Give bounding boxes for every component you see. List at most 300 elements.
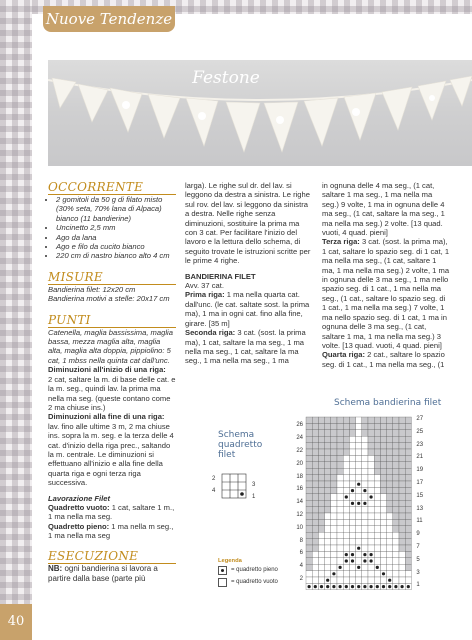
grid-cell	[362, 494, 368, 500]
grid-cell	[399, 551, 405, 557]
grid-cell	[380, 545, 386, 551]
grid-cell	[362, 436, 368, 442]
grid-cell	[393, 513, 399, 519]
grid-cell	[393, 539, 399, 545]
grid-cell	[306, 481, 312, 487]
grid-cell	[349, 449, 355, 455]
grid-cell	[399, 519, 405, 525]
grid-cell	[349, 423, 355, 429]
grid-cell	[343, 545, 349, 551]
row-text: 1 ma nella quarta cat. dall'unc. (le cat. saltate sost. la prima ma), 1 ma in ogni cat. fino alla fine, girare. [35 m]	[185, 290, 310, 328]
grid-cell	[356, 436, 362, 442]
grid-cell	[387, 436, 393, 442]
grid-cell	[349, 519, 355, 525]
filled-square-dot	[351, 553, 354, 556]
grid-cell	[325, 539, 331, 545]
grid-cell	[318, 475, 324, 481]
grid-cell	[387, 455, 393, 461]
grid-cell	[380, 551, 386, 557]
grid-cell	[331, 513, 337, 519]
grid-cell	[343, 526, 349, 532]
grid-cell	[325, 551, 331, 557]
small-schema-title-line: filet	[218, 450, 236, 460]
grid-cell	[399, 513, 405, 519]
row-number-label: 15	[416, 492, 424, 499]
grid-cell	[318, 468, 324, 474]
grid-cell	[349, 455, 355, 461]
grid-cell	[405, 545, 411, 551]
grid-cell	[343, 532, 349, 538]
legend-row	[218, 564, 278, 576]
filled-square-dot	[370, 495, 373, 498]
grid-cell	[393, 443, 399, 449]
grid-cell	[356, 487, 362, 493]
grid-cell	[393, 494, 399, 500]
grid-cell	[325, 564, 331, 570]
pieno-label: Quadretto pieno:	[48, 521, 110, 531]
grid-cell	[306, 519, 312, 525]
grid-cell	[387, 430, 393, 436]
grid-cell	[312, 417, 318, 423]
grid-cell	[318, 507, 324, 513]
filled-square-dot	[363, 502, 366, 505]
grid-cell	[393, 455, 399, 461]
filled-square-dot	[345, 553, 348, 556]
grid-cell	[337, 558, 343, 564]
grid-cell	[368, 430, 374, 436]
grid-cell	[393, 545, 399, 551]
grid-cell	[380, 494, 386, 500]
grid-cell	[331, 545, 337, 551]
grid-cell	[387, 571, 393, 577]
grid-cell	[380, 455, 386, 461]
grid-cell	[387, 564, 393, 570]
grid-cell	[380, 558, 386, 564]
grid-cell	[368, 487, 374, 493]
grid-cell	[312, 532, 318, 538]
grid-cell	[331, 487, 337, 493]
row-number-label: 7	[416, 544, 420, 550]
grid-cell	[374, 417, 380, 423]
grid-cell	[387, 481, 393, 487]
grid-cell	[387, 449, 393, 455]
grid-cell	[387, 417, 393, 423]
grid-cell	[393, 481, 399, 487]
grid-cell	[374, 558, 380, 564]
grid-cell	[374, 532, 380, 538]
grid-cell	[405, 475, 411, 481]
list-item: • Ago e filo da cucito bianco	[56, 242, 176, 251]
grid-cell	[368, 577, 374, 583]
grid-cell	[312, 507, 318, 513]
grid-cell	[380, 468, 386, 474]
grid-cell	[405, 487, 411, 493]
section-title-misure: MISURE	[48, 270, 176, 285]
list-item: • 220 cm di nastro bianco alto 4 cm	[56, 251, 176, 260]
legend-pieno: = quadretto pieno	[231, 567, 278, 573]
grid-cell	[331, 494, 337, 500]
grid-cell	[337, 519, 343, 525]
grid-cell	[393, 532, 399, 538]
grid-cell	[356, 513, 362, 519]
grid-cell	[380, 462, 386, 468]
grid-cell	[312, 526, 318, 532]
grid-cell	[349, 494, 355, 500]
grid-cell	[399, 417, 405, 423]
grid-cell	[331, 449, 337, 455]
grid-cell	[399, 423, 405, 429]
filled-square-dot	[394, 585, 397, 588]
grid-cell	[405, 500, 411, 506]
grid-cell	[399, 487, 405, 493]
grid-cell	[380, 481, 386, 487]
section-title-esecuzione: ESECUZIONE	[48, 549, 176, 564]
grid-cell	[337, 500, 343, 506]
grid-cell	[331, 417, 337, 423]
row-number-label: 20	[296, 460, 303, 467]
filled-square-dot	[370, 559, 373, 562]
grid-cell	[374, 519, 380, 525]
grid-cell	[356, 571, 362, 577]
grid-cell	[325, 455, 331, 461]
grid-cell	[331, 455, 337, 461]
grid-cell	[337, 532, 343, 538]
grid-cell	[306, 500, 312, 506]
grid-cell	[380, 443, 386, 449]
grid-cell	[325, 417, 331, 423]
grid-cell	[325, 494, 331, 500]
grid-cell	[380, 577, 386, 583]
grid-cell	[325, 423, 331, 429]
row-number-label: 14	[296, 499, 303, 506]
grid-cell	[374, 571, 380, 577]
list-item: • Uncinetto 2,5 mm	[56, 223, 176, 232]
grid-cell	[331, 507, 337, 513]
grid-cell	[331, 475, 337, 481]
grid-cell	[368, 481, 374, 487]
small-label: 1	[252, 494, 256, 500]
grid-cell	[337, 455, 343, 461]
grid-cell	[362, 532, 368, 538]
grid-cell	[362, 519, 368, 525]
grid-cell	[325, 443, 331, 449]
grid-cell	[312, 577, 318, 583]
filled-square-dot	[332, 572, 335, 575]
filled-square-dot	[351, 489, 354, 492]
grid-cell	[306, 526, 312, 532]
grid-cell	[405, 526, 411, 532]
grid-cell	[325, 462, 331, 468]
grid-cell	[362, 564, 368, 570]
grid-cell	[325, 481, 331, 487]
column-3	[322, 181, 450, 369]
grid-cell	[318, 436, 324, 442]
grid-cell	[349, 462, 355, 468]
grid-cell	[343, 475, 349, 481]
grid-cell	[374, 494, 380, 500]
grid-cell	[331, 423, 337, 429]
grid-cell	[312, 519, 318, 525]
grid-cell	[393, 487, 399, 493]
row-number-label: 9	[416, 531, 420, 538]
row-number-label: 11	[416, 518, 423, 525]
grid-cell	[356, 577, 362, 583]
grid-cell	[380, 449, 386, 455]
grid-cell	[318, 558, 324, 564]
column-1	[48, 180, 176, 584]
grid-cell	[331, 436, 337, 442]
grid-cell	[405, 443, 411, 449]
grid-cell	[380, 513, 386, 519]
paragraph: larga). Le righe sul dr. del lav. si leggono da destra a sinistra. Le righe sul rov. del lav. si leggono da sinistra a destra. Nelle righe senza diminuzioni, sostituire la prima ma con 3 cat. Per facilitare l'inizio del lavoro e la lettura dello schema, di seguito trovate le istruzioni scritte per le prime 4 righe.	[185, 181, 311, 266]
filled-square-dot	[357, 483, 360, 486]
filled-square-dot	[345, 495, 348, 498]
grid-cell	[318, 423, 324, 429]
grid-cell	[312, 558, 318, 564]
big-schema-grid	[305, 416, 412, 591]
grid-cell	[387, 539, 393, 545]
grid-cell	[405, 519, 411, 525]
grid-cell	[399, 481, 405, 487]
grid-cell	[374, 436, 380, 442]
grid-cell	[325, 475, 331, 481]
grid-cell	[374, 430, 380, 436]
grid-cell	[349, 436, 355, 442]
grid-cell	[380, 532, 386, 538]
grid-cell	[399, 475, 405, 481]
grid-cell	[306, 513, 312, 519]
grid-cell	[362, 417, 368, 423]
grid-cell	[380, 430, 386, 436]
grid-cell	[312, 423, 318, 429]
filled-square-dot	[370, 585, 373, 588]
filled-square-dot	[401, 585, 404, 588]
filled-square-icon	[218, 566, 227, 575]
grid-cell	[393, 571, 399, 577]
grid-cell	[306, 494, 312, 500]
grid-cell	[399, 526, 405, 532]
row-number-label: 10	[296, 524, 303, 531]
grid-cell	[362, 423, 368, 429]
grid-cell	[343, 430, 349, 436]
grid-cell	[368, 500, 374, 506]
grid-cell	[318, 513, 324, 519]
grid-cell	[362, 513, 368, 519]
grid-cell	[306, 571, 312, 577]
header-title: Nuove Tendenze	[43, 6, 175, 32]
grid-cell	[399, 430, 405, 436]
grid-cell	[368, 436, 374, 442]
grid-cell	[374, 443, 380, 449]
grid-cell	[405, 462, 411, 468]
grid-cell	[349, 564, 355, 570]
filled-square-dot	[332, 585, 335, 588]
grid-cell	[325, 507, 331, 513]
row-number-label: 12	[296, 512, 303, 518]
grid-cell	[393, 436, 399, 442]
grid-cell	[399, 455, 405, 461]
grid-cell	[312, 436, 318, 442]
grid-cell	[331, 577, 337, 583]
grid-cell	[331, 558, 337, 564]
grid-cell	[312, 462, 318, 468]
nb-text: ogni bandierina si lavora a partire dalla base (parte più	[48, 563, 158, 583]
grid-cell	[349, 417, 355, 423]
grid-cell	[318, 545, 324, 551]
grid-cell	[343, 455, 349, 461]
grid-cell	[343, 449, 349, 455]
photo-title: Festone	[192, 68, 260, 88]
row-text: 3 cat. (sost. la prima ma), 1 cat, saltare la ma seg., 1 ma nella ma seg., 1 cat, saltare la ma seg., 1 ma nella ma seg., 1 ma	[185, 328, 306, 366]
grid-cell	[349, 443, 355, 449]
grid-cell	[312, 449, 318, 455]
grid-cell	[337, 449, 343, 455]
grid-cell	[387, 551, 393, 557]
grid-cell	[405, 539, 411, 545]
grid-cell	[331, 519, 337, 525]
row-number-label: 18	[296, 473, 303, 480]
grid-cell	[399, 564, 405, 570]
grid-cell	[387, 513, 393, 519]
grid-cell	[368, 417, 374, 423]
avvio-text: Avv. 37 cat.	[185, 281, 224, 291]
grid-cell	[306, 558, 312, 564]
filled-square-dot	[382, 585, 385, 588]
grid-cell	[318, 526, 324, 532]
grid-cell	[405, 449, 411, 455]
grid-cell	[368, 539, 374, 545]
small-schema-grid	[212, 470, 262, 506]
filled-square-dot	[363, 489, 366, 492]
grid-cell	[368, 455, 374, 461]
grid-cell	[387, 423, 393, 429]
grid-cell	[368, 532, 374, 538]
grid-cell	[306, 455, 312, 461]
grid-cell	[405, 423, 411, 429]
grid-cell	[318, 443, 324, 449]
grid-cell	[356, 507, 362, 513]
grid-cell	[312, 545, 318, 551]
filled-square-dot	[388, 585, 391, 588]
grid-cell	[343, 519, 349, 525]
grid-cell	[337, 423, 343, 429]
grid-cell	[312, 443, 318, 449]
grid-cell	[337, 539, 343, 545]
filled-square-dot	[308, 585, 311, 588]
grid-cell	[356, 551, 362, 557]
filled-square-dot	[407, 585, 410, 588]
grid-cell	[349, 571, 355, 577]
grid-cell	[387, 468, 393, 474]
grid-cell	[312, 475, 318, 481]
grid-cell	[349, 539, 355, 545]
grid-cell	[356, 468, 362, 474]
filled-square-dot	[370, 553, 373, 556]
grid-cell	[312, 468, 318, 474]
filet-title: BANDIERINA FILET	[185, 271, 256, 281]
gingham-border-left	[0, 0, 32, 640]
grid-cell	[387, 462, 393, 468]
filled-square-dot	[363, 559, 366, 562]
grid-cell	[343, 487, 349, 493]
big-schema-title: Schema bandierina filet	[334, 398, 442, 408]
filled-square-dot	[345, 559, 348, 562]
dim-start-label: Diminuzioni all'inizio di una riga:	[48, 365, 166, 375]
grid-cell	[399, 545, 405, 551]
row-text: 2 cat., saltare lo spazio seg. di 1 cat., 1 ma nella ma seg., (1	[322, 350, 445, 369]
grid-cell	[362, 430, 368, 436]
grid-cell	[325, 430, 331, 436]
grid-cell	[306, 532, 312, 538]
grid-cell	[318, 487, 324, 493]
grid-cell	[399, 462, 405, 468]
grid-cell	[312, 539, 318, 545]
grid-cell	[368, 564, 374, 570]
grid-cell	[306, 449, 312, 455]
grid-cell	[405, 513, 411, 519]
grid-cell	[362, 526, 368, 532]
row-label: Quarta riga:	[322, 350, 366, 360]
grid-cell	[387, 526, 393, 532]
grid-cell	[362, 468, 368, 474]
grid-cell	[387, 507, 393, 513]
grid-cell	[374, 539, 380, 545]
grid-cell	[374, 487, 380, 493]
grid-cell	[368, 443, 374, 449]
row-number-label: 17	[416, 480, 424, 486]
grid-cell	[331, 500, 337, 506]
grid-cell	[399, 494, 405, 500]
grid-cell	[312, 571, 318, 577]
row-number-label: 23	[416, 441, 424, 448]
filled-square-dot	[339, 566, 342, 569]
section-title-occorrente: OCCORRENTE	[48, 180, 176, 195]
grid-cell	[393, 468, 399, 474]
grid-cell	[356, 430, 362, 436]
grid-cell	[337, 494, 343, 500]
grid-cell	[343, 571, 349, 577]
grid-cell	[380, 539, 386, 545]
vuoto-label: Quadretto vuoto:	[48, 502, 110, 512]
small-schema-title	[218, 430, 262, 460]
grid-cell	[325, 571, 331, 577]
grid-cell	[331, 564, 337, 570]
grid-cell	[337, 436, 343, 442]
grid-cell	[312, 481, 318, 487]
grid-cell	[405, 481, 411, 487]
row-number-label: 24	[296, 435, 303, 442]
filled-square-dot	[351, 502, 354, 505]
grid-cell	[318, 564, 324, 570]
grid-cell	[368, 475, 374, 481]
grid-cell	[399, 436, 405, 442]
grid-cell	[380, 475, 386, 481]
grid-cell	[387, 532, 393, 538]
grid-cell	[399, 468, 405, 474]
grid-cell	[374, 468, 380, 474]
grid-cell	[306, 487, 312, 493]
filled-square-dot	[326, 579, 329, 582]
grid-cell	[306, 577, 312, 583]
legend-row	[218, 576, 278, 588]
grid-cell	[405, 564, 411, 570]
grid-cell	[393, 475, 399, 481]
grid-cell	[374, 500, 380, 506]
grid-cell	[405, 494, 411, 500]
filled-square-dot	[388, 579, 391, 582]
grid-cell	[325, 545, 331, 551]
list-item: • 2 gomitoli da 50 g di filato misto (30% seta, 70% lana di Alpaca) bianco (11 bandierine)	[56, 195, 176, 223]
